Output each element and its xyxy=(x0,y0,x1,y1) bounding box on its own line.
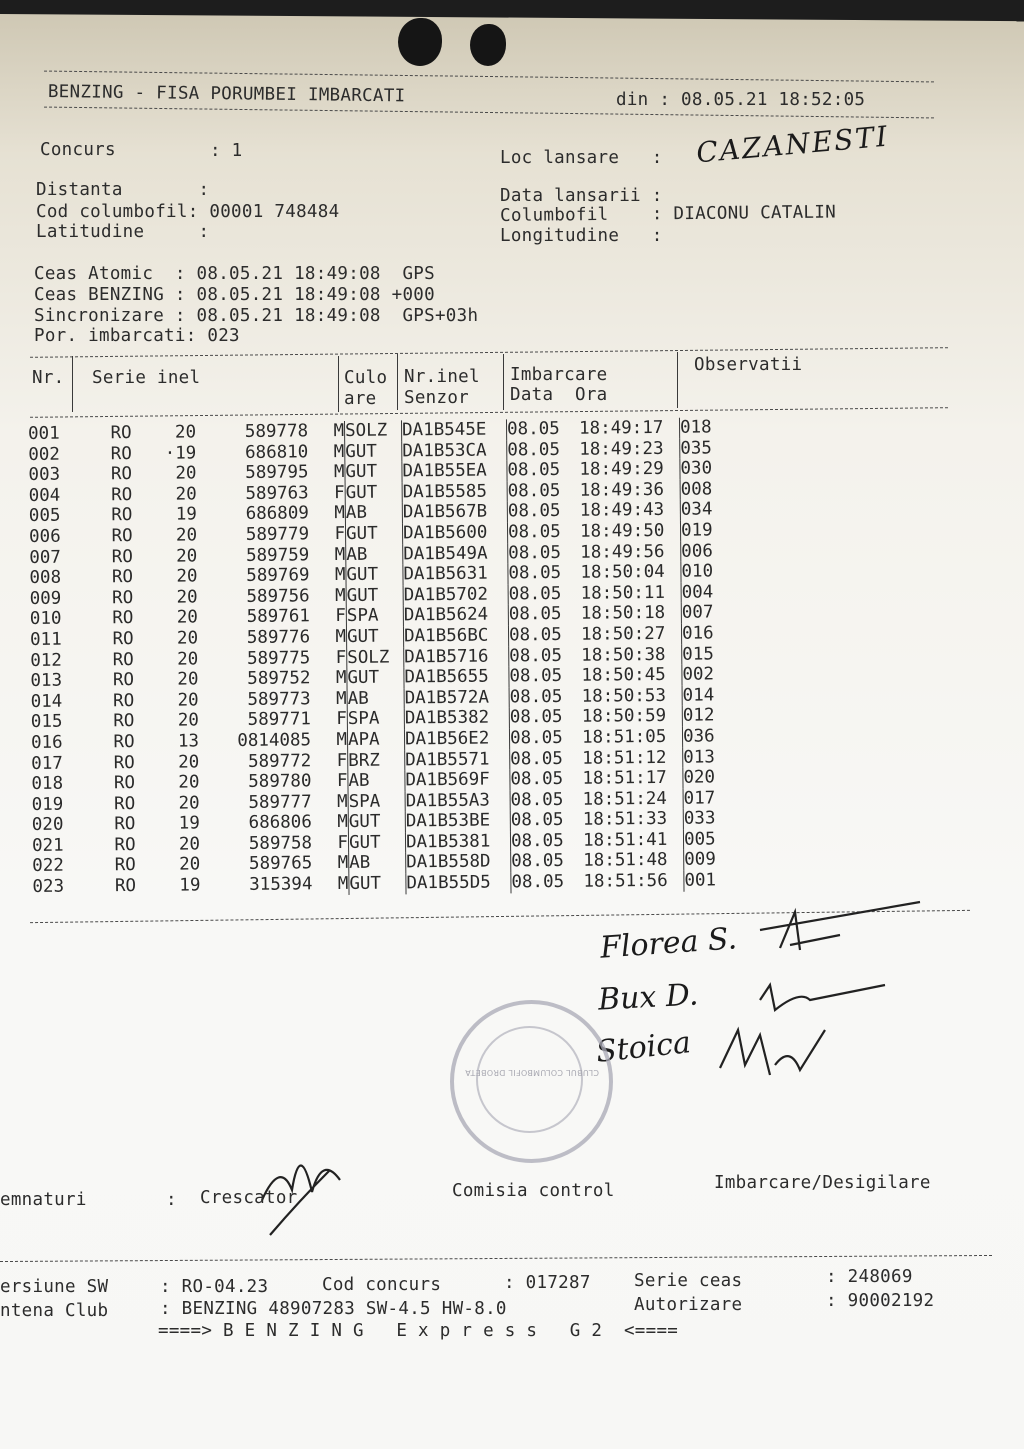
row-sex: M xyxy=(333,441,345,462)
row-obs: 001 xyxy=(684,870,745,891)
row-inel: 0814085 xyxy=(237,730,312,751)
row-nr: 004 xyxy=(28,485,61,506)
row-tara: RO xyxy=(113,731,135,753)
row-inel: 589780 xyxy=(248,771,312,792)
row-an: 13 xyxy=(177,731,200,752)
row-sex: F xyxy=(335,606,346,627)
row-an: 20 xyxy=(177,669,199,690)
row-tara: RO xyxy=(114,834,136,856)
row-tara: RO xyxy=(114,814,136,835)
row-culoare: AB xyxy=(345,503,402,524)
sincronizare: Sincronizare : 08.05.21 18:49:08 GPS+03h xyxy=(34,306,479,326)
row-tara: RO xyxy=(112,587,134,608)
row-senzor: DA1B55EA xyxy=(402,461,507,483)
row-obs: 030 xyxy=(680,458,741,479)
distanta-label: Distanta : xyxy=(36,180,210,200)
row-nr: 009 xyxy=(29,588,62,609)
signature-florea: Florea S. xyxy=(598,921,739,966)
cod-concurs-value: : 017287 xyxy=(504,1273,591,1293)
row-culoare: BRZ xyxy=(348,750,405,771)
row-an: 20 xyxy=(176,587,198,608)
row-data: 08.05 xyxy=(507,501,580,522)
columbofil: Columbofil : DIACONU CATALIN xyxy=(500,202,837,226)
row-tara: RO xyxy=(110,423,132,444)
data-lansarii-label: Data lansarii : xyxy=(500,186,663,206)
row-tara: RO xyxy=(114,855,136,876)
row-culoare: SPA xyxy=(346,606,403,627)
autorizare-value: : 90002192 xyxy=(826,1291,935,1311)
row-ora: 18:51:33 xyxy=(582,809,668,830)
row-tara: RO xyxy=(112,628,134,650)
row-ora: 18:50:59 xyxy=(581,706,667,728)
row-nr: 003 xyxy=(28,464,61,486)
row-ora: 18:49:36 xyxy=(579,479,665,501)
crescator-label: Crescator xyxy=(200,1188,298,1208)
row-tara: RO xyxy=(110,443,132,464)
row-obs: 010 xyxy=(681,561,742,582)
row-tara: RO xyxy=(112,670,135,691)
row-culoare: GUT xyxy=(346,585,403,606)
row-ora: 18:51:41 xyxy=(582,829,668,851)
row-ora: 18:50:45 xyxy=(581,665,666,686)
row-inel: 589773 xyxy=(247,689,311,710)
row-culoare: GUT xyxy=(345,441,402,462)
row-culoare: SOLZ xyxy=(347,647,404,668)
row-ora: 18:51:17 xyxy=(582,767,667,789)
row-tara: RO xyxy=(112,649,134,670)
concurs-label: Concurs xyxy=(40,140,116,160)
row-sex: M xyxy=(334,503,345,524)
row-inel: 589763 xyxy=(245,483,309,504)
row-inel: 589771 xyxy=(247,709,311,731)
row-sex: M xyxy=(336,791,348,812)
row-senzor: DA1B569F xyxy=(405,769,510,791)
cod-concurs-label: Cod concurs xyxy=(322,1275,442,1295)
row-ora: 18:50:04 xyxy=(580,562,665,583)
row-tara: RO xyxy=(112,608,134,629)
row-tara: RO xyxy=(111,484,133,505)
row-data: 08.05 xyxy=(510,810,583,831)
loc-lansare-handwritten: CAZANESTI xyxy=(694,119,891,170)
row-culoare: AB xyxy=(347,688,404,709)
row-senzor: DA1B56BC xyxy=(403,625,508,647)
row-sex: M xyxy=(334,544,346,565)
row-tara: RO xyxy=(111,546,133,567)
serie-ceas-value: : 248069 xyxy=(826,1267,913,1287)
row-inel: 589769 xyxy=(246,565,310,587)
row-data: 08.05 xyxy=(511,851,584,872)
row-inel: 589775 xyxy=(246,647,311,669)
porumbei-count: 023 xyxy=(207,326,240,346)
row-sex: M xyxy=(335,626,347,647)
row-culoare: GUT xyxy=(346,565,403,586)
row-senzor: DA1B5631 xyxy=(403,564,508,586)
row-sex: F xyxy=(336,750,348,771)
row-nr: 022 xyxy=(32,856,64,877)
row-nr: 002 xyxy=(28,444,60,465)
row-senzor: DA1B53BE xyxy=(405,811,510,833)
report-title: BENZING - FISA PORUMBEI IMBARCATI xyxy=(47,82,406,107)
th-nr-inel: Nr.inel xyxy=(404,367,480,387)
row-data: 08.05 xyxy=(508,583,581,604)
row-senzor: DA1B5655 xyxy=(404,667,509,689)
row-an: 19 xyxy=(178,813,200,834)
row-ora: 18:50:18 xyxy=(580,603,666,625)
row-an: 20 xyxy=(177,690,199,711)
row-inel: 589758 xyxy=(248,833,313,854)
row-tara: RO xyxy=(113,752,135,773)
row-data: 08.05 xyxy=(507,480,580,501)
row-senzor: DA1B55D5 xyxy=(406,872,511,894)
row-data: 08.05 xyxy=(507,460,580,481)
row-obs: 034 xyxy=(680,500,741,521)
row-culoare: GUT xyxy=(345,523,402,544)
row-tara: RO xyxy=(114,876,137,897)
row-nr: 012 xyxy=(30,650,62,671)
row-ora: 18:51:05 xyxy=(581,726,667,748)
row-obs: 009 xyxy=(684,850,745,871)
row-data: 08.05 xyxy=(508,542,581,563)
row-ora: 18:51:12 xyxy=(582,747,667,769)
th-senzor: Senzor xyxy=(404,388,470,408)
row-senzor: DA1B5702 xyxy=(403,584,508,606)
row-obs: 033 xyxy=(683,808,744,829)
row-senzor: DA1B5382 xyxy=(404,708,509,730)
row-an: 20 xyxy=(177,648,199,670)
row-culoare: GUT xyxy=(348,832,405,853)
row-culoare: SOLZ xyxy=(344,420,401,441)
row-nr: 010 xyxy=(29,609,62,630)
row-an: 20 xyxy=(178,793,200,814)
porumbei-imbarcati: Por. imbarcati: 023 xyxy=(34,326,240,346)
row-data: 08.05 xyxy=(509,728,582,749)
row-nr: 021 xyxy=(31,835,64,856)
row-culoare: GUT xyxy=(348,812,405,833)
row-an: 20 xyxy=(175,525,198,546)
signature-stoica: Stoica xyxy=(594,1025,693,1070)
row-nr: 018 xyxy=(31,773,64,795)
din-label: din : xyxy=(616,90,671,110)
row-obs: 018 xyxy=(679,417,740,438)
row-senzor: DA1B5624 xyxy=(403,605,508,627)
row-tara: RO xyxy=(113,690,135,711)
row-data: 08.05 xyxy=(508,563,581,584)
row-sex: F xyxy=(337,832,349,853)
row-data: 08.05 xyxy=(509,666,582,687)
row-an: 20 xyxy=(176,545,198,567)
row-an: 20 xyxy=(174,422,197,443)
stamp-text: CLUBUL COLUMBOFIL DROBETA xyxy=(465,1068,599,1077)
row-tara: RO xyxy=(113,711,135,732)
row-ora: 18:49:50 xyxy=(579,520,665,542)
row-senzor: DA1B55A3 xyxy=(405,790,510,812)
row-obs: 016 xyxy=(681,623,742,644)
semnaturi-colon: : xyxy=(166,1190,177,1210)
row-nr: 007 xyxy=(29,547,61,568)
columbofil-value: DIACONU CATALIN xyxy=(673,202,837,225)
cod-columbofil-value: 00001 748484 xyxy=(209,202,340,222)
row-an: 20 xyxy=(176,607,198,628)
row-culoare: GUT xyxy=(345,462,402,483)
row-sex: M xyxy=(336,729,348,750)
row-ora: 18:50:53 xyxy=(581,685,667,707)
row-culoare: SPA xyxy=(347,709,404,730)
row-an: ·19 xyxy=(164,442,197,464)
row-senzor: DA1B5571 xyxy=(405,749,510,771)
row-inel: 589795 xyxy=(245,462,309,484)
row-an: 20 xyxy=(176,566,198,587)
row-obs: 017 xyxy=(683,788,744,809)
imbarcare-desigilare-label: Imbarcare/Desigilare xyxy=(714,1173,931,1193)
row-senzor: DA1B558D xyxy=(406,852,511,874)
row-culoare: GUT xyxy=(347,668,404,689)
row-nr: 015 xyxy=(30,711,63,733)
row-ora: 18:51:24 xyxy=(582,788,668,810)
row-data: 08.05 xyxy=(510,748,583,769)
ceas-atomic: Ceas Atomic : 08.05.21 18:49:08 GPS xyxy=(34,264,435,284)
row-tara: RO xyxy=(111,505,133,526)
row-inel: 589779 xyxy=(245,524,310,545)
row-inel: 686809 xyxy=(245,503,309,525)
row-inel: 589761 xyxy=(246,606,310,628)
row-data: 08.05 xyxy=(506,419,579,440)
row-senzor: DA1B5600 xyxy=(402,522,507,544)
row-nr: 011 xyxy=(29,629,62,650)
th-serie-inel: Serie inel xyxy=(92,368,201,388)
row-ora: 18:50:11 xyxy=(580,582,666,604)
row-tara: RO xyxy=(111,567,134,588)
row-ora: 18:51:48 xyxy=(583,850,668,872)
club-stamp xyxy=(450,1000,613,1163)
row-inel: 315394 xyxy=(249,874,313,895)
row-obs: 006 xyxy=(681,541,742,562)
longitudine-label: Longitudine : xyxy=(500,226,663,246)
row-sex: M xyxy=(335,585,346,606)
row-obs: 004 xyxy=(681,582,742,603)
th-data-ora: Data Ora xyxy=(510,385,608,405)
row-sex: M xyxy=(337,874,349,895)
benzing-express-banner: ====> B E N Z I N G E x p r e s s G 2 <==== xyxy=(158,1321,679,1341)
row-obs: 015 xyxy=(682,644,743,665)
row-sex: F xyxy=(335,647,347,668)
row-nr: 006 xyxy=(28,526,61,547)
row-inel: 589777 xyxy=(248,791,312,813)
row-an: 20 xyxy=(179,854,201,876)
row-ora: 18:50:27 xyxy=(580,623,666,645)
row-ora: 18:49:29 xyxy=(579,459,664,480)
row-inel: 589752 xyxy=(247,668,311,690)
row-data: 08.05 xyxy=(507,522,580,543)
concurs-value: : 1 xyxy=(210,141,243,161)
row-inel: 686806 xyxy=(248,812,312,834)
row-obs: 002 xyxy=(682,664,743,685)
row-sex: F xyxy=(336,709,347,730)
row-nr: 016 xyxy=(30,732,63,753)
row-senzor: DA1B5381 xyxy=(405,831,510,853)
row-ora: 18:51:56 xyxy=(583,870,668,892)
th-culoare-2: are xyxy=(344,389,377,409)
row-senzor: DA1B5716 xyxy=(404,646,509,668)
row-data: 08.05 xyxy=(507,439,580,460)
row-nr: 014 xyxy=(30,691,63,712)
row-senzor: DA1B572A xyxy=(404,687,509,709)
antena-club-label: ntena Club xyxy=(0,1301,109,1321)
row-nr: 005 xyxy=(28,506,61,527)
cod-columbofil: Cod columbofil: 00001 748484 xyxy=(36,202,340,222)
row-data: 08.05 xyxy=(508,604,581,625)
row-data: 08.05 xyxy=(509,645,582,666)
row-data: 08.05 xyxy=(509,686,582,707)
row-tara: RO xyxy=(111,525,133,547)
row-culoare: GUT xyxy=(345,482,402,503)
row-culoare: AB xyxy=(348,770,405,791)
row-inel: 589765 xyxy=(248,853,313,875)
versiune-sw-value: : RO-04.23 xyxy=(160,1277,269,1297)
row-sex: F xyxy=(334,523,346,545)
row-sex: F xyxy=(336,771,348,792)
row-sex: M xyxy=(337,853,349,874)
row-tara: RO xyxy=(110,464,133,485)
row-senzor: DA1B545E xyxy=(401,419,506,441)
th-observatii: Observatii xyxy=(694,355,803,375)
semnaturi-label: emnaturi xyxy=(0,1190,87,1210)
row-nr: 023 xyxy=(32,876,65,898)
row-inel: 589776 xyxy=(246,627,311,648)
row-obs: 019 xyxy=(680,520,741,541)
row-an: 20 xyxy=(178,772,200,793)
th-culoare: Culo xyxy=(344,368,388,388)
antena-club-value: : BENZING 48907283 SW-4.5 HW-8.0 xyxy=(160,1299,507,1319)
row-an: 19 xyxy=(175,504,197,525)
row-nr: 001 xyxy=(28,423,60,444)
th-nr: Nr. xyxy=(32,368,65,388)
row-an: 20 xyxy=(178,751,200,773)
row-sex: M xyxy=(335,668,347,689)
row-inel: 589772 xyxy=(247,750,312,772)
row-senzor: DA1B567B xyxy=(402,502,507,524)
row-data: 08.05 xyxy=(510,769,583,790)
row-data: 08.05 xyxy=(510,789,583,810)
row-senzor: DA1B5585 xyxy=(402,481,507,503)
signature-bux: Bux D. xyxy=(597,977,700,1018)
row-data: 08.05 xyxy=(510,831,583,852)
row-data: 08.05 xyxy=(511,872,584,893)
row-sex: M xyxy=(336,688,347,709)
row-ora: 18:49:23 xyxy=(579,438,664,460)
row-culoare: AB xyxy=(346,544,403,565)
row-culoare: AB xyxy=(349,853,406,874)
row-sex: M xyxy=(333,420,345,442)
row-inel: 589778 xyxy=(244,421,309,442)
row-an: 20 xyxy=(175,484,197,505)
row-an: 20 xyxy=(176,628,199,649)
row-ora: 18:49:56 xyxy=(580,541,665,563)
row-an: 20 xyxy=(177,710,199,731)
row-obs: 005 xyxy=(683,829,744,850)
row-obs: 007 xyxy=(681,603,742,624)
row-culoare: APA xyxy=(347,729,404,750)
row-sex: M xyxy=(337,812,348,833)
row-senzor: DA1B549A xyxy=(403,543,508,565)
row-obs: 008 xyxy=(680,479,741,500)
row-obs: 020 xyxy=(683,767,744,788)
row-obs: 014 xyxy=(682,685,743,706)
versiune-sw-label: ersiune SW xyxy=(0,1277,109,1297)
row-ora: 18:49:43 xyxy=(579,500,665,522)
row-obs: 012 xyxy=(682,705,743,726)
latitudine-label: Latitudine : xyxy=(36,222,210,242)
row-sex: F xyxy=(334,482,345,503)
row-obs: 013 xyxy=(683,747,744,768)
din-value: 08.05.21 18:52:05 xyxy=(681,90,866,110)
row-inel: 589756 xyxy=(246,586,310,607)
row-tara: RO xyxy=(114,793,136,814)
row-obs: 036 xyxy=(682,726,743,747)
row-ora: 18:49:17 xyxy=(578,417,664,439)
row-an: 20 xyxy=(175,463,197,484)
comisia-control-label: Comisia control xyxy=(452,1181,615,1201)
row-inel: 589759 xyxy=(245,544,310,566)
row-nr: 020 xyxy=(31,814,64,836)
row-senzor: DA1B53CA xyxy=(402,440,507,462)
row-an: 20 xyxy=(178,834,201,855)
autorizare-label: Autorizare xyxy=(634,1295,743,1315)
loc-lansare-label: Loc lansare : xyxy=(500,148,663,168)
row-culoare: GUT xyxy=(349,873,406,894)
row-data: 08.05 xyxy=(508,625,581,646)
th-imbarcare: Imbarcare xyxy=(510,365,608,385)
row-an: 19 xyxy=(179,875,201,896)
row-culoare: GUT xyxy=(346,626,403,647)
row-sex: M xyxy=(334,565,346,586)
row-senzor: DA1B56E2 xyxy=(404,728,509,750)
row-inel: 686810 xyxy=(244,441,309,463)
row-ora: 18:50:38 xyxy=(581,644,666,666)
row-sex: M xyxy=(333,462,345,483)
serie-ceas-label: Serie ceas xyxy=(634,1271,743,1291)
row-tara: RO xyxy=(113,773,136,794)
row-obs: 035 xyxy=(680,438,741,459)
row-nr: 008 xyxy=(29,567,62,589)
row-nr: 013 xyxy=(30,670,63,692)
ceas-benzing: Ceas BENZING : 08.05.21 18:49:08 +000 xyxy=(34,285,435,305)
row-nr: 017 xyxy=(31,753,63,774)
row-data: 08.05 xyxy=(509,707,582,728)
row-culoare: SPA xyxy=(348,791,405,812)
row-nr: 019 xyxy=(31,794,64,815)
